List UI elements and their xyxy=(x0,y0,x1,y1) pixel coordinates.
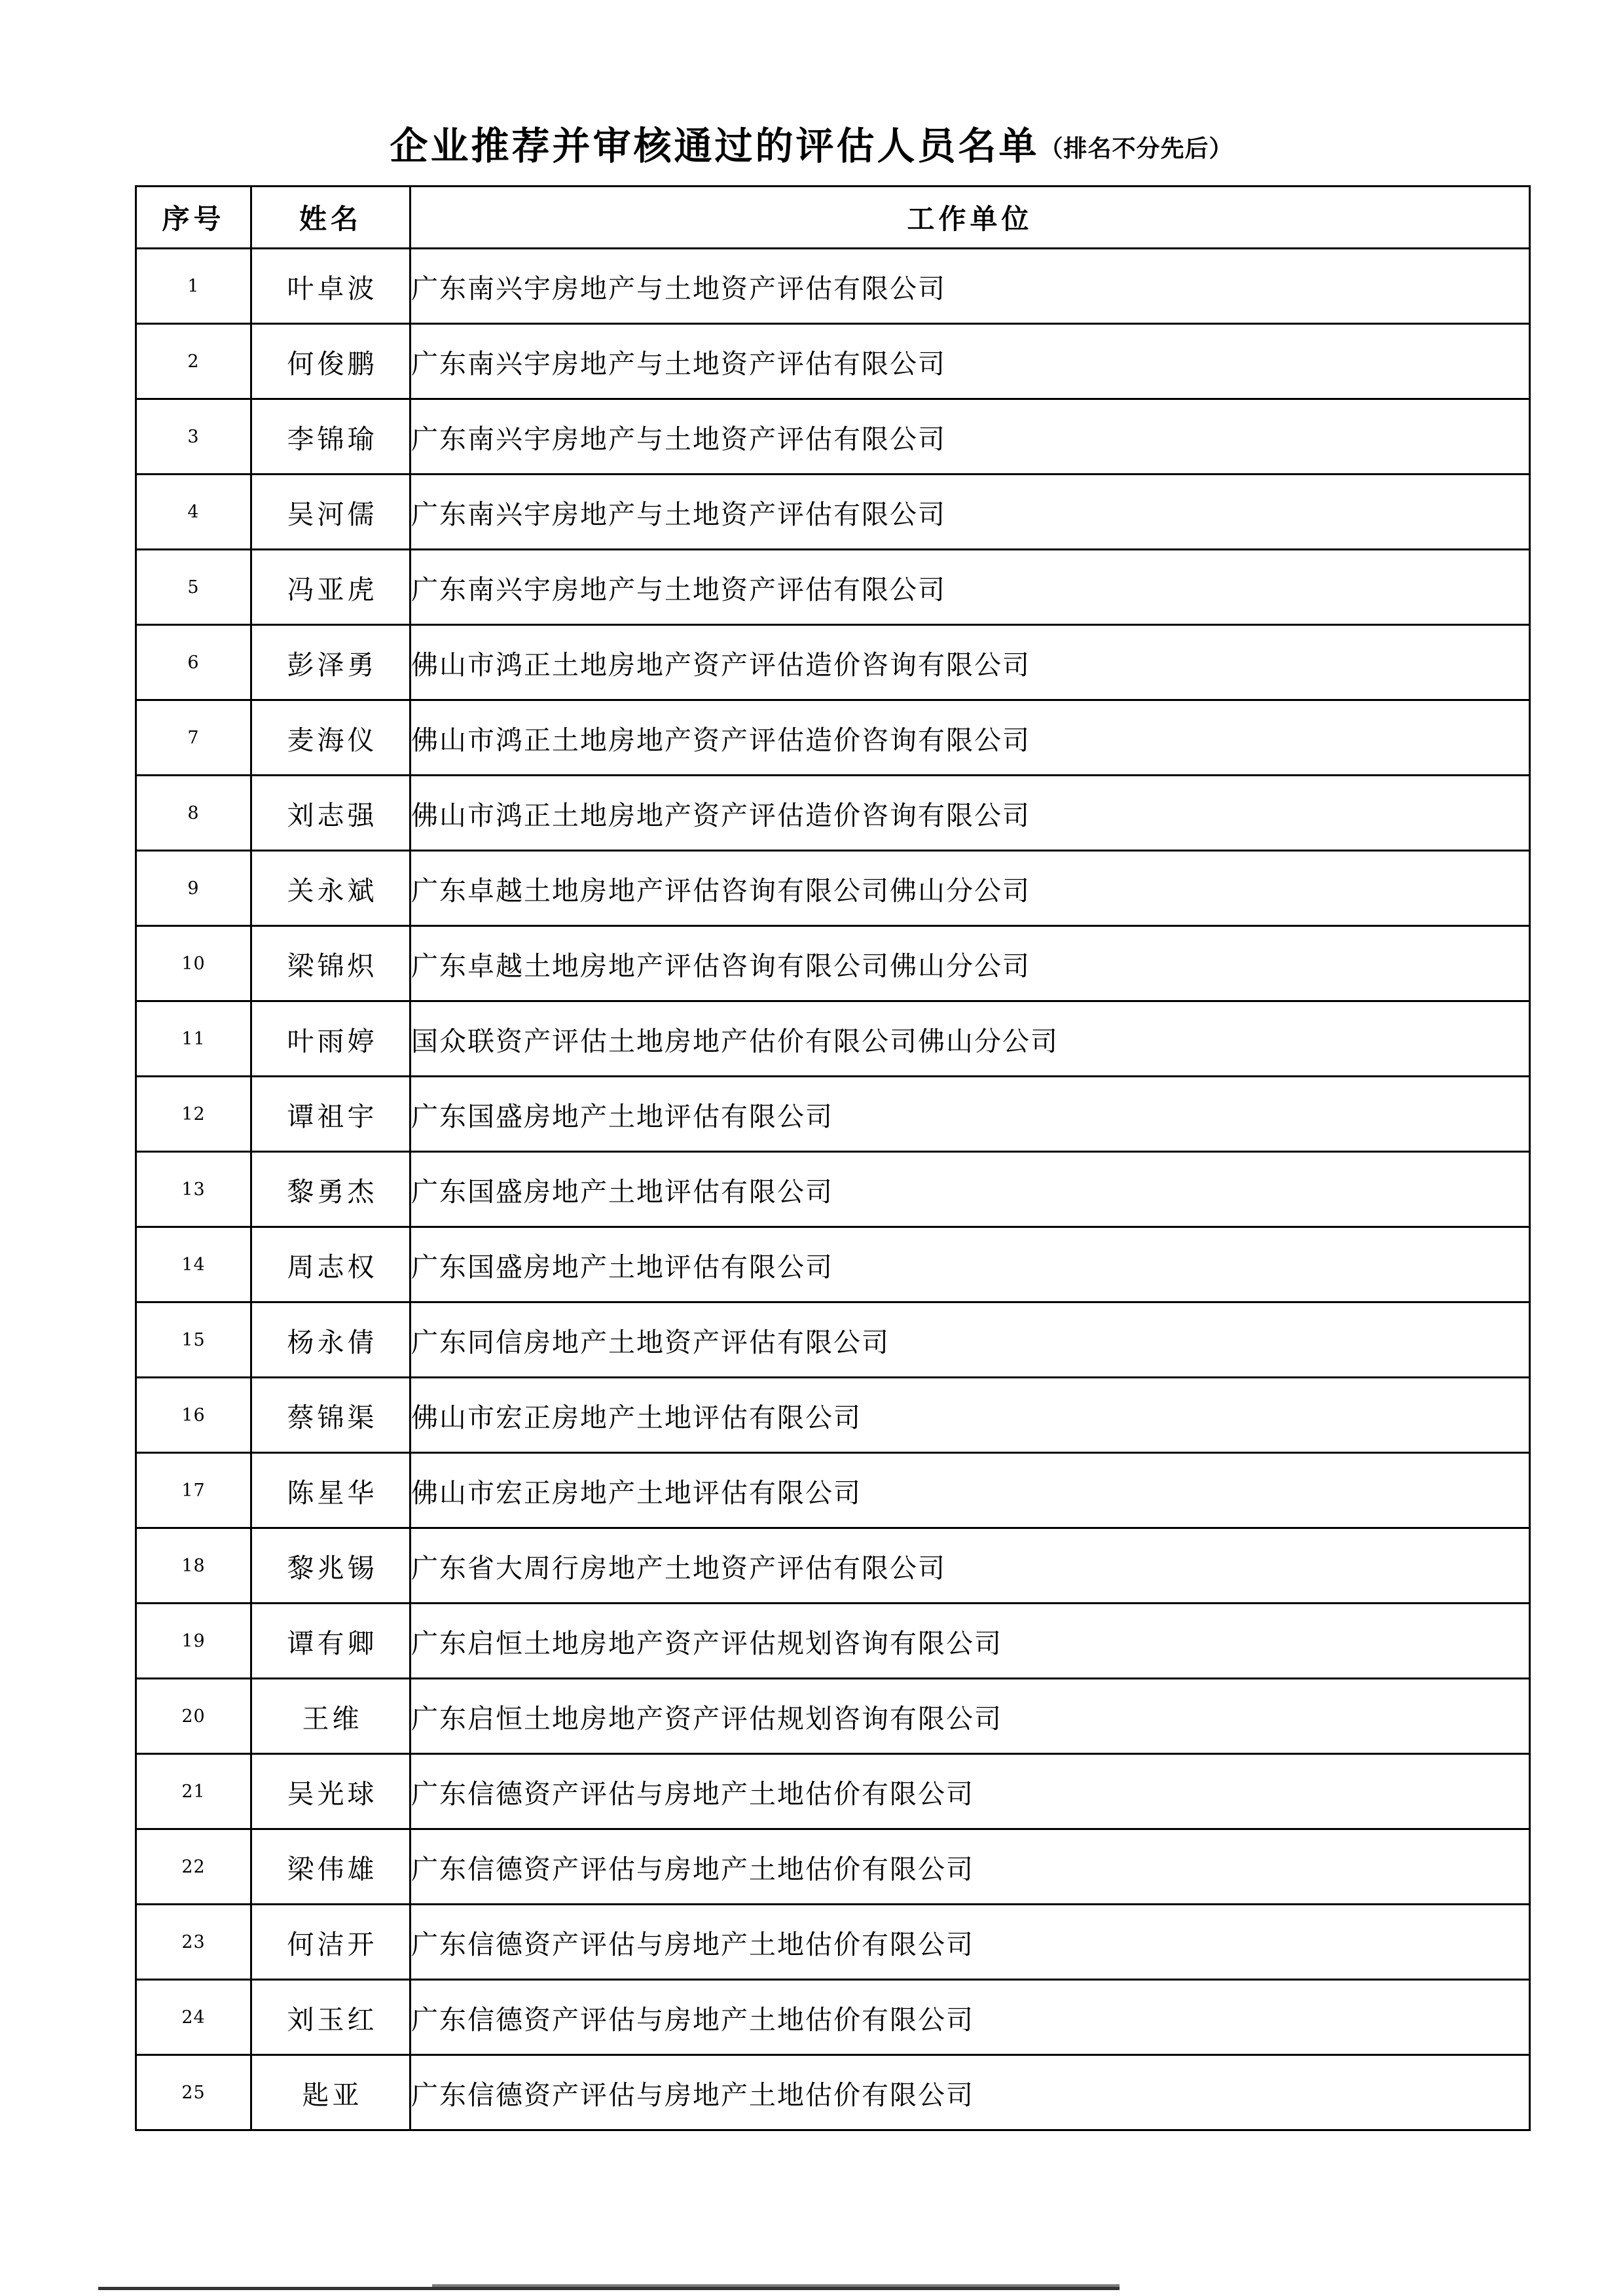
table-row xyxy=(136,1679,1530,1754)
cell-person-name: 王维 xyxy=(251,1679,410,1754)
cell-person-name: 谭祖宇 xyxy=(251,1077,410,1152)
table-row xyxy=(136,1302,1530,1378)
cell-work-unit: 广东南兴宇房地产与土地资产评估有限公司 xyxy=(410,399,1530,475)
cell-work-unit: 广东卓越土地房地产评估咨询有限公司佛山分公司 xyxy=(410,851,1530,926)
cell-work-unit: 广东南兴宇房地产与土地资产评估有限公司 xyxy=(410,475,1530,550)
table-row xyxy=(136,1604,1530,1679)
roster-table xyxy=(135,185,1531,2131)
table-row xyxy=(136,1829,1530,1905)
cell-work-unit: 广东启恒土地房地产资产评估规划咨询有限公司 xyxy=(410,1604,1530,1679)
page-title-main: 企业推荐并审核通过的评估人员名单 xyxy=(390,124,1040,168)
cell-index: 19 xyxy=(136,1604,251,1679)
table-row xyxy=(136,249,1530,324)
cell-person-name: 刘志强 xyxy=(251,776,410,851)
cell-person-name: 叶卓波 xyxy=(251,249,410,324)
page-title-note: （排名不分先后） xyxy=(1039,135,1233,162)
cell-person-name: 关永斌 xyxy=(251,851,410,926)
table-row xyxy=(136,1001,1530,1077)
cell-work-unit: 广东国盛房地产土地评估有限公司 xyxy=(410,1077,1530,1152)
cell-index: 2 xyxy=(136,324,251,399)
cell-index: 22 xyxy=(136,1829,251,1905)
table-row xyxy=(136,1528,1530,1604)
table-row xyxy=(136,776,1530,851)
cell-index: 18 xyxy=(136,1528,251,1604)
scan-artifact-line-secondary xyxy=(432,2284,1120,2287)
cell-index: 11 xyxy=(136,1001,251,1077)
cell-work-unit: 国众联资产评估土地房地产估价有限公司佛山分公司 xyxy=(410,1001,1530,1077)
cell-work-unit: 广东信德资产评估与房地产土地估价有限公司 xyxy=(410,2055,1530,2130)
cell-person-name: 黎兆锡 xyxy=(251,1528,410,1604)
cell-index: 1 xyxy=(136,249,251,324)
cell-work-unit: 广东南兴宇房地产与土地资产评估有限公司 xyxy=(410,249,1530,324)
page-title xyxy=(0,115,1623,170)
table-row xyxy=(136,2055,1530,2130)
table-row xyxy=(136,926,1530,1001)
table-row xyxy=(136,1980,1530,2055)
cell-index: 21 xyxy=(136,1754,251,1829)
cell-index: 4 xyxy=(136,475,251,550)
cell-index: 3 xyxy=(136,399,251,475)
table-row xyxy=(136,1152,1530,1227)
cell-work-unit: 广东南兴宇房地产与土地资产评估有限公司 xyxy=(410,550,1530,625)
table-header xyxy=(136,187,1530,249)
cell-person-name: 梁锦炽 xyxy=(251,926,410,1001)
cell-index: 13 xyxy=(136,1152,251,1227)
cell-work-unit: 佛山市鸿正土地房地产资产评估造价咨询有限公司 xyxy=(410,625,1530,700)
cell-work-unit: 广东国盛房地产土地评估有限公司 xyxy=(410,1227,1530,1302)
cell-person-name: 陈星华 xyxy=(251,1453,410,1528)
cell-index: 17 xyxy=(136,1453,251,1528)
cell-work-unit: 广东启恒土地房地产资产评估规划咨询有限公司 xyxy=(410,1679,1530,1754)
cell-person-name: 冯亚虎 xyxy=(251,550,410,625)
table-row xyxy=(136,1754,1530,1829)
cell-index: 9 xyxy=(136,851,251,926)
table-row xyxy=(136,1077,1530,1152)
cell-person-name: 刘玉红 xyxy=(251,1980,410,2055)
cell-index: 7 xyxy=(136,700,251,776)
cell-index: 16 xyxy=(136,1378,251,1453)
cell-index: 20 xyxy=(136,1679,251,1754)
table-body xyxy=(136,249,1530,2130)
cell-work-unit: 佛山市宏正房地产土地评估有限公司 xyxy=(410,1378,1530,1453)
cell-person-name: 杨永倩 xyxy=(251,1302,410,1378)
scan-artifact-line xyxy=(98,2287,1120,2290)
column-header-name: 姓名 xyxy=(251,187,410,249)
cell-work-unit: 广东信德资产评估与房地产土地估价有限公司 xyxy=(410,1980,1530,2055)
cell-work-unit: 广东同信房地产土地资产评估有限公司 xyxy=(410,1302,1530,1378)
column-header-index: 序号 xyxy=(136,187,251,249)
roster-table-container xyxy=(135,185,1529,2131)
cell-person-name: 梁伟雄 xyxy=(251,1829,410,1905)
cell-person-name: 何洁开 xyxy=(251,1905,410,1980)
cell-index: 25 xyxy=(136,2055,251,2130)
cell-work-unit: 广东信德资产评估与房地产土地估价有限公司 xyxy=(410,1754,1530,1829)
cell-work-unit: 佛山市宏正房地产土地评估有限公司 xyxy=(410,1453,1530,1528)
table-row xyxy=(136,324,1530,399)
cell-person-name: 李锦瑜 xyxy=(251,399,410,475)
cell-index: 8 xyxy=(136,776,251,851)
table-row xyxy=(136,851,1530,926)
cell-index: 12 xyxy=(136,1077,251,1152)
cell-work-unit: 广东信德资产评估与房地产土地估价有限公司 xyxy=(410,1829,1530,1905)
table-row xyxy=(136,1227,1530,1302)
table-row xyxy=(136,1453,1530,1528)
cell-work-unit: 广东国盛房地产土地评估有限公司 xyxy=(410,1152,1530,1227)
cell-person-name: 麦海仪 xyxy=(251,700,410,776)
cell-index: 24 xyxy=(136,1980,251,2055)
table-row xyxy=(136,550,1530,625)
cell-work-unit: 广东南兴宇房地产与土地资产评估有限公司 xyxy=(410,324,1530,399)
cell-person-name: 黎勇杰 xyxy=(251,1152,410,1227)
cell-index: 5 xyxy=(136,550,251,625)
column-header-unit: 工作单位 xyxy=(410,187,1530,249)
cell-index: 10 xyxy=(136,926,251,1001)
cell-person-name: 叶雨婷 xyxy=(251,1001,410,1077)
cell-work-unit: 佛山市鸿正土地房地产资产评估造价咨询有限公司 xyxy=(410,700,1530,776)
table-row xyxy=(136,1905,1530,1980)
cell-person-name: 吴河儒 xyxy=(251,475,410,550)
table-row xyxy=(136,1378,1530,1453)
cell-person-name: 蔡锦渠 xyxy=(251,1378,410,1453)
table-header-row xyxy=(136,187,1530,249)
table-row xyxy=(136,625,1530,700)
cell-work-unit: 佛山市鸿正土地房地产资产评估造价咨询有限公司 xyxy=(410,776,1530,851)
cell-index: 6 xyxy=(136,625,251,700)
cell-person-name: 彭泽勇 xyxy=(251,625,410,700)
cell-index: 23 xyxy=(136,1905,251,1980)
cell-work-unit: 广东省大周行房地产土地资产评估有限公司 xyxy=(410,1528,1530,1604)
cell-index: 15 xyxy=(136,1302,251,1378)
cell-work-unit: 广东卓越土地房地产评估咨询有限公司佛山分公司 xyxy=(410,926,1530,1001)
cell-person-name: 谭有卿 xyxy=(251,1604,410,1679)
cell-person-name: 吴光球 xyxy=(251,1754,410,1829)
cell-person-name: 周志权 xyxy=(251,1227,410,1302)
table-row xyxy=(136,700,1530,776)
table-row xyxy=(136,399,1530,475)
table-row xyxy=(136,475,1530,550)
cell-person-name: 匙亚 xyxy=(251,2055,410,2130)
cell-index: 14 xyxy=(136,1227,251,1302)
cell-person-name: 何俊鹏 xyxy=(251,324,410,399)
cell-work-unit: 广东信德资产评估与房地产土地估价有限公司 xyxy=(410,1905,1530,1980)
